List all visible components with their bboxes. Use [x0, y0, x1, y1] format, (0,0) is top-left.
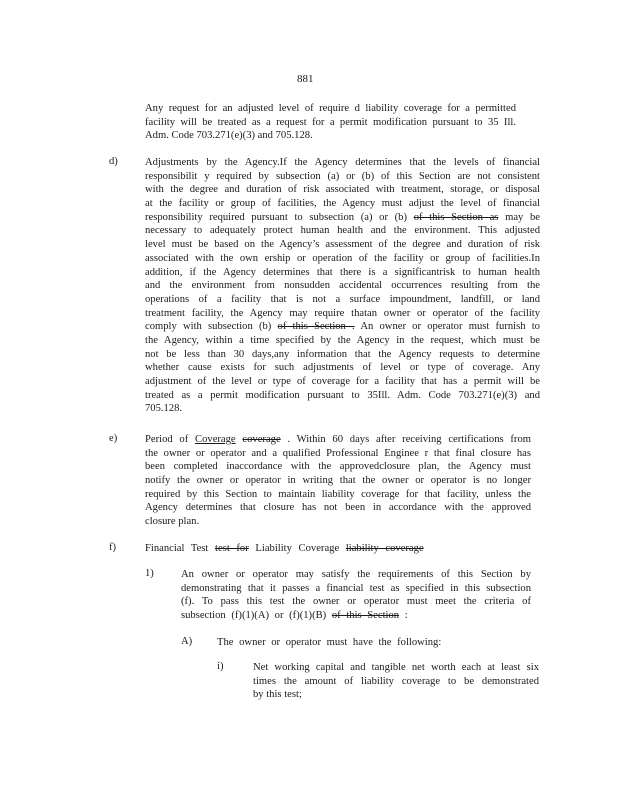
- text-line: Adm. Code 703.271(e)(3) and 705.128.: [145, 130, 313, 142]
- text-line: operations of a facility that is not a surface impoundment, landfill, or land: [145, 293, 540, 305]
- struck-text: coverage: [242, 434, 281, 445]
- section-e-paragraph: [145, 433, 531, 529]
- text-line: times the amount of liability coverage to be demonstrated: [253, 675, 539, 687]
- subsection-i-paragraph: [253, 661, 539, 702]
- text-segment: An owner or operator must furnish to: [360, 321, 540, 333]
- page-number: 881: [297, 73, 314, 85]
- subsection-1-label: 1): [145, 568, 154, 579]
- section-f-label: f): [109, 542, 117, 553]
- text-line: by this test;: [253, 689, 302, 701]
- section-d-label: d): [109, 156, 118, 167]
- text-line: the Agency, within a time specified by the Agency in the request, which must be: [145, 334, 540, 346]
- struck-text: liability coverage: [345, 543, 424, 554]
- text-line: An owner or operator may satisfy the requirements of this Section by: [181, 569, 531, 580]
- subsection-1-paragraph: [181, 568, 531, 623]
- text-segment: :: [404, 610, 408, 622]
- section-f-title: [145, 542, 445, 556]
- text-line: been completed inaccordance with the approvedclosure plan, the Agency must: [145, 461, 531, 473]
- struck-text: of this Section: [331, 610, 400, 622]
- text-line: not be less than 30 days,any information that the Agency requests to determine: [145, 348, 540, 360]
- text-line-with-edits: [145, 433, 531, 447]
- text-segment: . Within 60 days after receiving certifications from: [287, 434, 532, 445]
- text-line: required by this Section to maintain liability coverage for that facility, unless the: [145, 488, 531, 500]
- subsection-a-text: [217, 636, 517, 650]
- text-line: and the environment from nonsudden accidental occurrences resulting from the: [145, 280, 540, 292]
- text-line: addition, if the Agency determines that there is a significantrisk to human health: [145, 266, 540, 278]
- text-line: The owner or operator must have the following:: [217, 637, 442, 648]
- struck-text: of this Section .: [277, 321, 355, 333]
- text-line-with-strike: [145, 320, 540, 334]
- text-segment: subsection (f)(1)(A) or (f)(1)(B): [181, 610, 327, 622]
- text-line: 705.128.: [145, 403, 183, 415]
- text-line: treated as a permit modification pursuant to 35Ill. Adm. Code 703.271(e)(3) and: [145, 389, 540, 401]
- text-line: necessary to adequately protect human health and the environment. This adjusted: [145, 225, 540, 237]
- subsection-a-label: A): [181, 636, 193, 647]
- text-segment: Period of: [145, 434, 189, 445]
- text-segment: comply with subsection (b): [145, 321, 272, 333]
- text-line: treatment facility, the Agency may require thatan owner or operator of the facility: [145, 307, 540, 319]
- text-line: with the degree and duration of risk associated with treatment, storage, or disposal: [145, 184, 540, 196]
- text-segment: responsibility required pursuant to subsection (a) or (b): [145, 211, 408, 223]
- underlined-text: Coverage: [195, 434, 236, 445]
- section-f-title-line: [145, 543, 424, 554]
- text-line: at the facility or group of facilities, the Agency must adjust the level of financial: [145, 198, 540, 210]
- text-line: adjustment of the level or type of coverage for a facility that has a permit will be: [145, 376, 540, 387]
- text-line-with-strike: [145, 211, 540, 225]
- text-segment: may be: [505, 211, 540, 223]
- subsection-i-label: i): [217, 661, 224, 672]
- intro-paragraph: [145, 102, 516, 143]
- text-line: responsibilit y required by subsection (a) or (b) of this Section are not consistent: [145, 170, 540, 182]
- text-line: demonstrating that it passes a financial test as specified in this subsection: [181, 582, 531, 594]
- text-line: associated with the own ership or operation of the facility or group of facilities.In: [145, 252, 540, 264]
- text-line: (f). To pass this test the owner or operator must meet the criteria of: [181, 596, 531, 608]
- section-d-paragraph: [145, 156, 540, 416]
- text-line: the owner or operator and a qualified Professional Enginee r that final closure has: [145, 447, 531, 459]
- text-segment: Liability Coverage: [255, 543, 340, 554]
- struck-text: test for: [215, 543, 249, 554]
- text-line: Adjustments by the Agency.If the Agency determines that the levels of financial: [145, 157, 540, 168]
- text-line: Net working capital and tangible net worth each at least six: [253, 662, 539, 673]
- text-line: closure plan.: [145, 516, 200, 528]
- text-line: facility will be treated as a request for a permit modification pursuant to 35 Ill.: [145, 116, 516, 128]
- section-e-label: e): [109, 433, 118, 444]
- text-line: level must be based on the Agency’s assessment of the degree and duration of risk: [145, 239, 540, 251]
- text-line: whether cause exists for such adjustments of level or type of coverage. Any: [145, 362, 540, 374]
- text-line-with-strike: [181, 610, 408, 621]
- text-segment: Financial Test: [145, 543, 209, 554]
- text-line: Any request for an adjusted level of require d liability coverage for a permitted: [145, 103, 516, 114]
- text-line: Agency determines that closure has not been in accordance with the approved: [145, 502, 531, 514]
- struck-text: of this Section as: [413, 211, 499, 223]
- text-line: notify the owner or operator in writing that the owner or operator is no longer: [145, 475, 531, 487]
